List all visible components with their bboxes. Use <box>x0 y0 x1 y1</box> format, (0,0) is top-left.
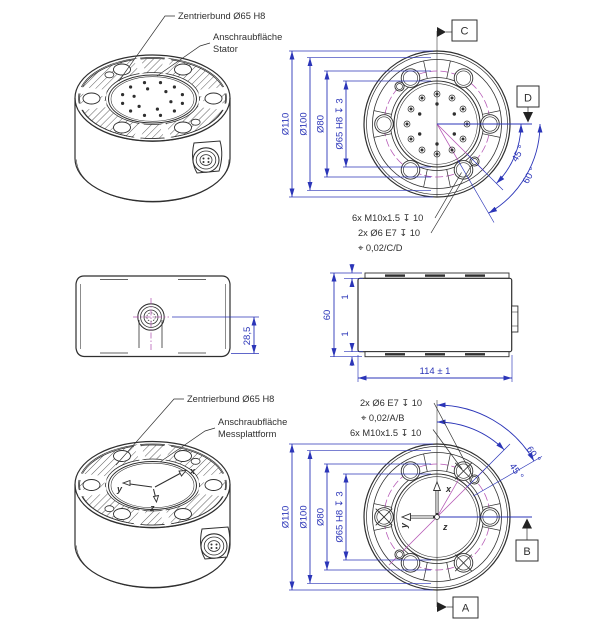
bolt-dot <box>462 108 465 111</box>
pocket-divider <box>483 527 501 531</box>
bolt-dot <box>121 93 124 96</box>
dim-d65: Ø65 H8 ↧ 3 <box>334 491 346 543</box>
bolt-dot <box>173 85 176 88</box>
x-axis-label: x <box>190 466 196 476</box>
pocket-divider <box>447 170 451 188</box>
pocket-divider <box>447 563 451 581</box>
connector-tab <box>512 306 518 332</box>
dim-d110: Ø110 <box>280 112 292 136</box>
dim-width-114: 114 ± 1 <box>419 366 451 377</box>
y-axis-arrow <box>123 481 130 486</box>
note-m10-threads: 6x M10x1.5 ↧ 10 <box>350 428 422 438</box>
pocket-divider <box>483 134 501 138</box>
pocket-divider <box>424 454 428 472</box>
bolt-dot <box>143 81 146 84</box>
pocket-divider <box>447 61 451 79</box>
note-dowel-pins: 2x Ø6 E7 ↧ 10 <box>360 398 423 408</box>
dim-d80: Ø80 <box>315 508 327 526</box>
bolt-dot <box>173 109 176 112</box>
bolt-dot <box>418 132 421 135</box>
datum-b-triangle <box>522 519 532 529</box>
dim-d100: Ø100 <box>298 112 310 136</box>
bolt-dot <box>138 105 141 108</box>
pocket-divider <box>374 134 392 138</box>
bolt-dot <box>436 93 439 96</box>
pocket-divider <box>447 454 451 472</box>
dim-connector-height: 28,5 <box>242 326 253 346</box>
label-anschraubflaeche: Anschraubfläche <box>218 417 288 427</box>
bolt-dot <box>143 114 146 117</box>
pocket-divider <box>424 61 428 79</box>
label-stator: Stator <box>213 44 238 54</box>
bolt-dot <box>129 109 132 112</box>
bolt-dot <box>435 142 438 145</box>
connector <box>193 148 219 172</box>
angle-60-label: 60 ° <box>520 165 539 186</box>
iso-view-stator <box>75 11 282 202</box>
hatched-stator-ring <box>80 59 226 139</box>
plan-axes <box>399 482 452 532</box>
bolt-dot <box>133 95 136 98</box>
angle-45-label: 45 ° <box>509 143 528 164</box>
bolt-dot <box>181 93 184 96</box>
datum-d-label: D <box>524 92 532 105</box>
datum-d-triangle <box>523 112 533 123</box>
pocket-divider <box>424 170 428 188</box>
plan-view-messplattform <box>281 398 543 618</box>
rotor-bolt-dots <box>121 81 184 117</box>
y-axis-label: y <box>117 484 123 494</box>
angle-45-label: 45 ° <box>506 461 526 482</box>
bolt-dot <box>121 102 124 105</box>
note-position-tolerance: ⌖ 0,02/A/B <box>361 413 405 423</box>
dim-bottom-plate-1: 1 <box>340 331 351 337</box>
bolt-dot <box>410 138 413 141</box>
pocket-divider <box>374 504 392 508</box>
label-zentrierbund-stator: Zentrierbund Ø65 H8 <box>178 11 266 21</box>
bolt-dot <box>453 112 456 115</box>
bolt-dot <box>435 102 438 105</box>
pocket-divider <box>483 504 501 508</box>
bolt-dot <box>451 97 454 100</box>
dim-d110: Ø110 <box>280 505 292 529</box>
bolt-dot <box>410 108 413 111</box>
label-zentrierbund-platform: Zentrierbund Ø65 H8 <box>187 394 275 404</box>
datum-c-label: C <box>460 25 469 38</box>
dim-d80: Ø80 <box>315 115 327 133</box>
datum-c-triangle <box>437 27 446 37</box>
bolt-dot <box>421 149 424 152</box>
pocket-divider <box>374 527 392 531</box>
datum-a-triangle <box>437 602 447 612</box>
datum-b-label: B <box>523 546 531 558</box>
side-view-front <box>76 276 259 357</box>
note-m10-threads: 6x M10x1.5 ↧ 10 <box>352 213 424 223</box>
y-axis-label: y <box>399 522 409 528</box>
z-axis-arrow <box>154 496 159 503</box>
m10-hole <box>375 115 394 134</box>
dim-top-plate-1: 1 <box>340 294 351 300</box>
m10-hole <box>401 161 420 180</box>
bolt-dot <box>159 114 162 117</box>
x-axis-arrow <box>434 482 441 491</box>
label-messplattform: Messplattform <box>218 429 277 439</box>
label-anschraubflaeche: Anschraubfläche <box>213 32 283 42</box>
z-axis-label: z <box>443 522 448 532</box>
pocket-divider <box>483 111 501 115</box>
hatched-platform-ring <box>80 445 226 525</box>
datum-a-label: A <box>461 602 470 615</box>
m10-hole <box>401 462 420 481</box>
bolt-dot <box>406 123 409 126</box>
bolt-dot <box>421 97 424 100</box>
m10-hole <box>454 69 473 88</box>
plan-view-stator <box>281 20 541 253</box>
bolt-dot <box>146 87 149 90</box>
dim-height-60: 60 <box>322 309 333 321</box>
x-axis-arrow <box>179 471 186 477</box>
x-axis-label: x <box>446 484 452 494</box>
bolt-dot <box>164 90 167 93</box>
dim-d65: Ø65 H8 ↧ 3 <box>334 98 346 150</box>
bolt-dot <box>156 108 159 111</box>
pocket-divider <box>374 111 392 115</box>
pocket-divider <box>424 563 428 581</box>
bolt-dot <box>129 85 132 88</box>
bolt-dot <box>436 153 439 156</box>
connector <box>201 534 227 558</box>
bolt-dot <box>451 149 454 152</box>
angle-60-label: 60 ° <box>523 444 543 465</box>
bolt-dot <box>462 138 465 141</box>
bolt-dot <box>418 112 421 115</box>
z-axis-label: z <box>150 503 155 513</box>
bolt-dot <box>159 81 162 84</box>
side-view-right <box>322 264 518 382</box>
iso-view-messplattform <box>75 394 287 588</box>
note-position-tolerance: ⌖ 0,02/C/D <box>358 243 403 253</box>
bolt-dot <box>181 102 184 105</box>
y-axis-arrow <box>402 514 411 521</box>
bolt-dot <box>169 100 172 103</box>
bolt-dot <box>453 132 456 135</box>
note-dowel-pins: 2x Ø6 E7 ↧ 10 <box>358 228 421 238</box>
dim-d100: Ø100 <box>298 505 310 529</box>
origin-marker <box>435 515 440 520</box>
